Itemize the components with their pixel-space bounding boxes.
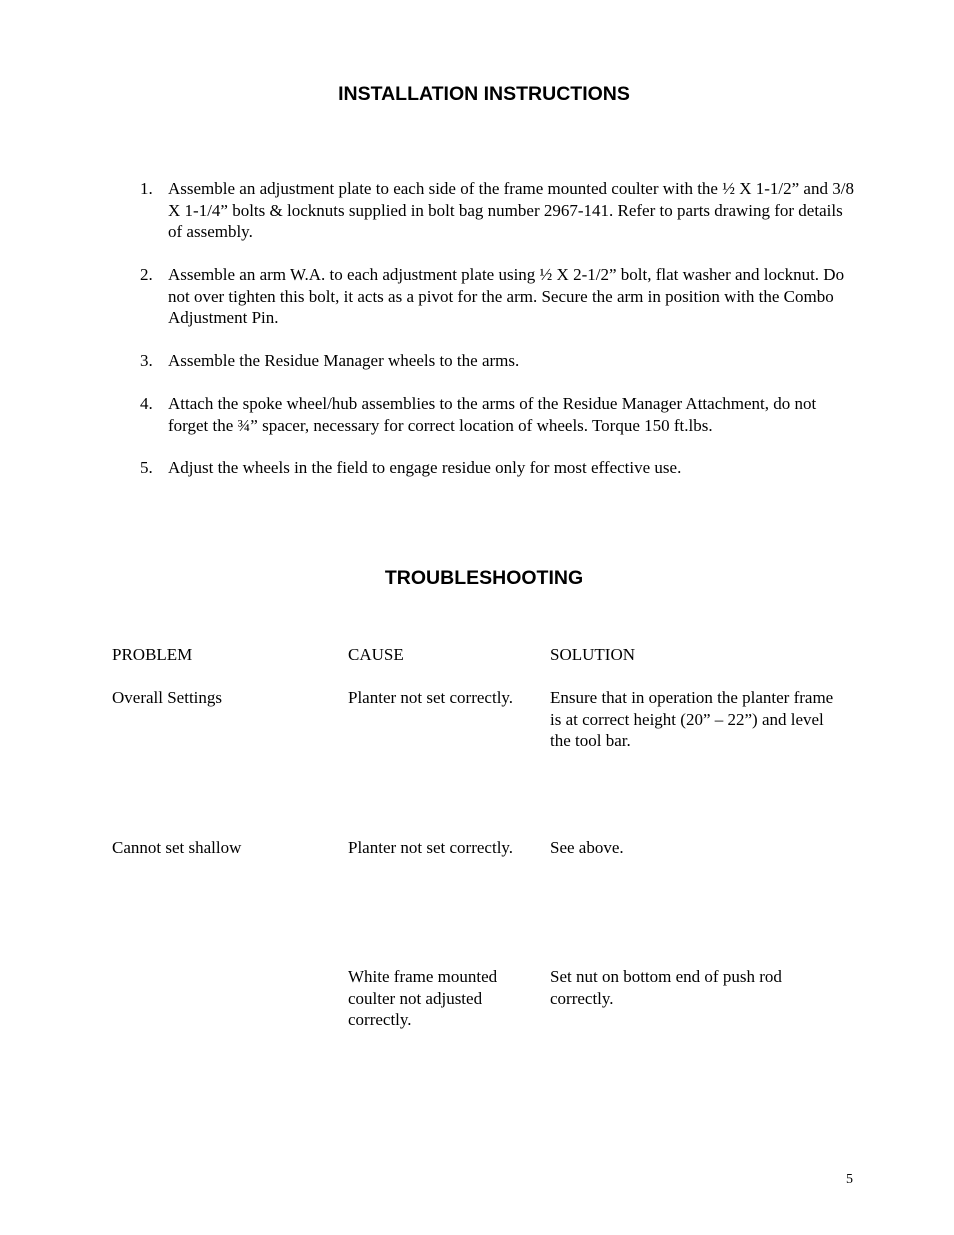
column-header-solution: SOLUTION [550,645,635,664]
step-number: 3. [140,351,153,370]
step-text: Assemble an adjustment plate to each side of the frame mounted coulter with the ½ X 1-1/2” and 3/8 X 1-1/4” bolts & locknuts supplied in bolt bag number 2967-141. Refer to parts drawing for details of assembly. [168,179,854,241]
problem-cell: Cannot set shallow [112,838,242,857]
solution-cell: Ensure that in operation the planter frame is at correct height (20” – 22”) and level the tool bar. [550,688,834,750]
step-text: Assemble the Residue Manager wheels to the arms. [168,351,520,370]
step-number: 5. [140,458,153,477]
installation-heading: INSTALLATION INSTRUCTIONS [338,83,630,105]
page-number: 5 [846,1172,853,1187]
step-number: 2. [140,265,153,284]
step-number: 4. [140,394,153,413]
cause-cell: Planter not set correctly. [348,838,514,857]
solution-cell: See above. [550,838,624,857]
step-number: 1. [140,179,153,198]
step-text: Attach the spoke wheel/hub assemblies to the arms of the Residue Manager Attachment, do not forget the ¾” spacer, necessary for correct location of wheels. Torque 150 ft.lbs. [168,394,817,435]
column-header-cause: CAUSE [348,645,404,664]
problem-cell: Overall Settings [112,688,223,707]
troubleshooting-heading: TROUBLESHOOTING [384,567,584,589]
step-text: Assemble an arm W.A. to each adjustment plate using ½ X 2-1/2” bolt, flat washer and locknut. Do not over tighten this bolt, it acts as a pivot for the arm. Secure the arm in position with the Combo Adjustment Pin. [168,265,845,327]
step-text: Adjust the wheels in the field to engage residue only for most effective use. [168,458,682,477]
solution-cell: Set nut on bottom end of push rod correctly. [550,967,782,1008]
cause-cell: Planter not set correctly. [348,688,514,707]
cause-cell: White frame mounted coulter not adjusted correctly. [348,967,498,1029]
column-header-problem: PROBLEM [112,645,193,664]
